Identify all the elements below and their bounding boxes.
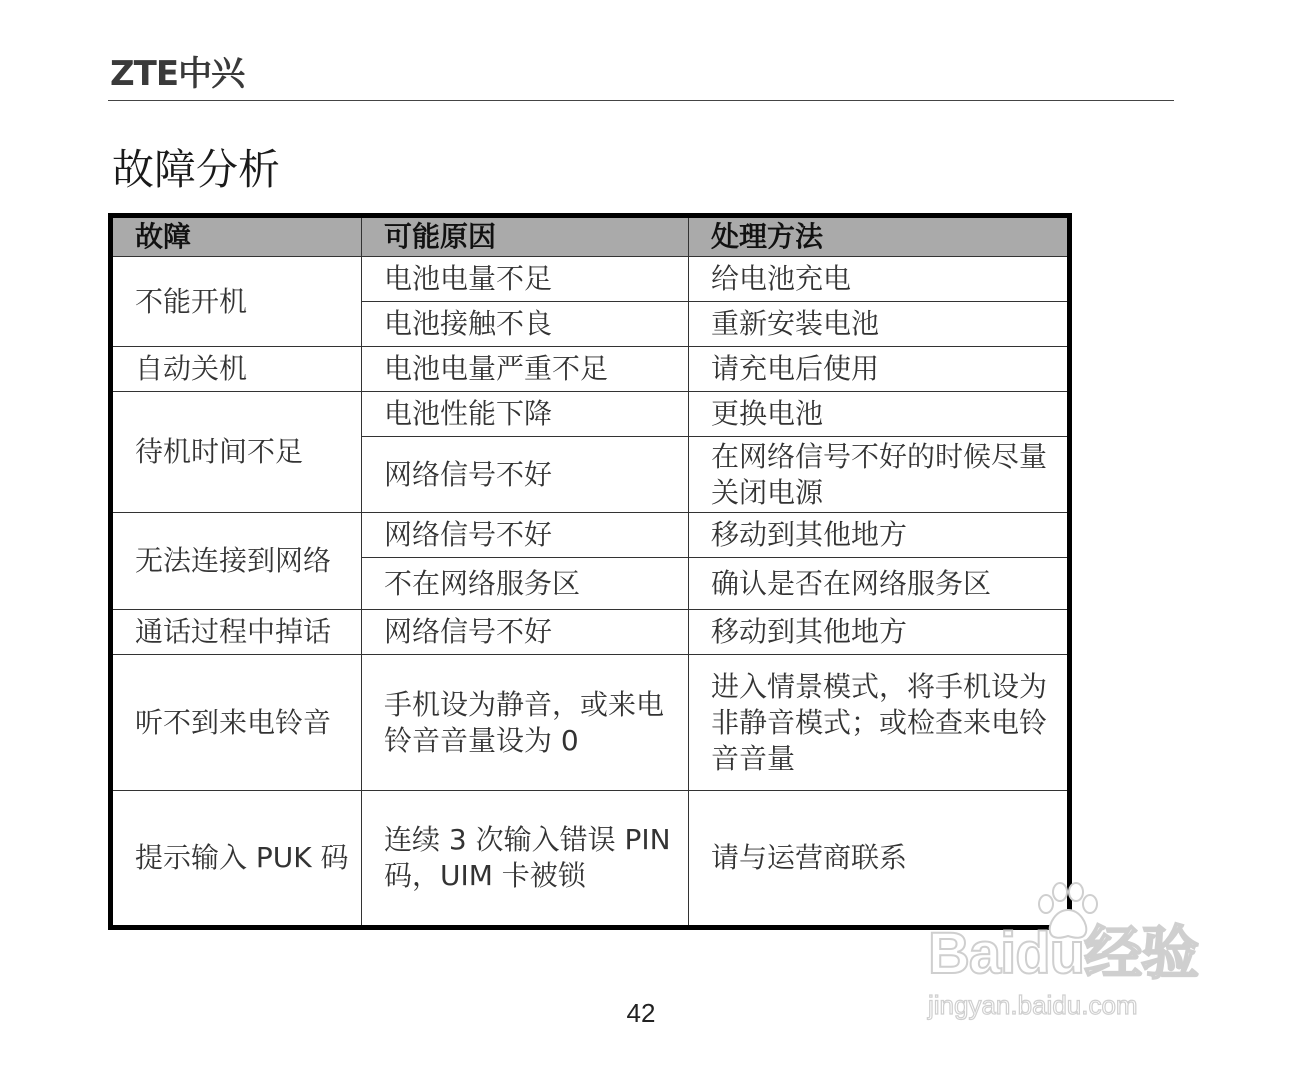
header-solution: 处理方法	[689, 216, 1070, 257]
solution-cell: 重新安装电池	[689, 302, 1070, 347]
fault-cell: 提示输入 PUK 码	[111, 791, 362, 928]
cause-cell: 电池接触不良	[362, 302, 689, 347]
cause-cell: 连续 3 次输入错误 PIN 码，UIM 卡被锁	[362, 791, 689, 928]
cause-cell: 手机设为静音，或来电铃音音量设为 0	[362, 655, 689, 791]
solution-cell: 进入情景模式，将手机设为非静音模式；或检查来电铃音音量	[689, 655, 1070, 791]
cause-cell: 电池电量不足	[362, 257, 689, 302]
header-divider	[108, 100, 1174, 101]
header-cause: 可能原因	[362, 216, 689, 257]
solution-cell: 移动到其他地方	[689, 513, 1070, 558]
table-row	[111, 347, 1070, 392]
watermark-brand: Baidu经验	[928, 921, 1199, 986]
solution-cell: 确认是否在网络服务区	[689, 558, 1070, 610]
fault-cell: 通话过程中掉话	[111, 610, 362, 655]
cause-cell: 电池电量严重不足	[362, 347, 689, 392]
solution-cell: 在网络信号不好的时候尽量关闭电源	[689, 437, 1070, 513]
fault-cell: 听不到来电铃音	[111, 655, 362, 791]
fault-cell: 自动关机	[111, 347, 362, 392]
solution-cell: 请充电后使用	[689, 347, 1070, 392]
fault-cell: 不能开机	[111, 257, 362, 347]
fault-cell: 待机时间不足	[111, 392, 362, 513]
table-row	[111, 513, 1070, 558]
cause-cell: 电池性能下降	[362, 392, 689, 437]
table-row	[111, 655, 1070, 791]
cause-cell: 网络信号不好	[362, 610, 689, 655]
table-row	[111, 257, 1070, 302]
fault-cell: 无法连接到网络	[111, 513, 362, 610]
solution-cell: 更换电池	[689, 392, 1070, 437]
table-row	[111, 610, 1070, 655]
page-number: 42	[626, 998, 656, 1028]
zte-logo: ZTE中兴	[110, 54, 245, 94]
table-header-row	[111, 216, 1070, 257]
solution-cell: 给电池充电	[689, 257, 1070, 302]
watermark-url: jingyan.baidu.com	[928, 990, 1138, 1020]
header-fault: 故障	[111, 216, 362, 257]
baidu-watermark	[922, 882, 1232, 1032]
cause-cell: 网络信号不好	[362, 437, 689, 513]
page-title: 故障分析	[112, 145, 281, 194]
solution-cell: 请与运营商联系	[689, 791, 1070, 928]
table-row	[111, 392, 1070, 437]
cause-cell: 不在网络服务区	[362, 558, 689, 610]
solution-cell: 移动到其他地方	[689, 610, 1070, 655]
cause-cell: 网络信号不好	[362, 513, 689, 558]
fault-analysis-table	[108, 213, 1072, 930]
